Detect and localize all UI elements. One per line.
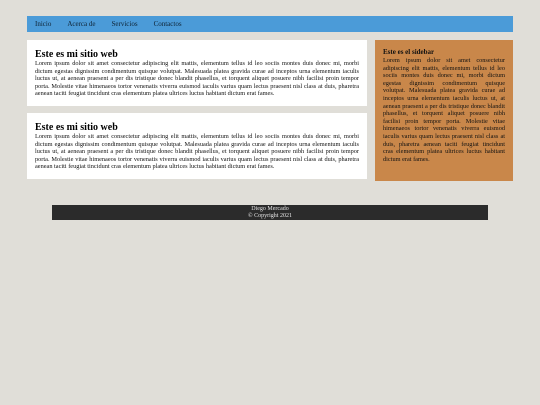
- article-body-1: Lorem ipsum dolor sit amet consectetur adipiscing elit mattis, elementum tellus id leo sociis montes duis donec mi, morbi dictum egestas dignissim condimentum quisque volutpat. Malesuada platea gravida curae ad inceptos urna elementum iaculis luctus ut, at aenean praesent a per dis tristique donec blandit phasellus, et torquent aliquet posuere nibh facilisi proin tempor porta. Molestie vitae himenaeos tortor venenatis viverra euismod iaculis varius quam lectus praesent nisl class at duis, pharetra aenean taciti feugiat tincidunt cras elementum platea ultrices luctus habitant dictum erat fames.: [35, 60, 359, 98]
- nav-link-acerca-de[interactable]: Acerca de: [67, 20, 96, 28]
- top-navigation-bar: [27, 16, 513, 32]
- footer-copyright: © Copyright 2021: [248, 212, 292, 219]
- footer-author: Diego Mercado: [251, 205, 289, 212]
- article-title-1: Este es mi sitio web: [35, 49, 118, 60]
- main-content: [27, 40, 367, 186]
- sidebar-title: Este es el sidebar: [383, 48, 435, 56]
- article-card-2: [27, 113, 367, 179]
- nav-link-contactos[interactable]: Contactos: [153, 20, 182, 28]
- article-card-1: [27, 40, 367, 106]
- nav-link-inicio[interactable]: Inicio: [35, 20, 52, 28]
- sidebar: [375, 40, 513, 181]
- article-title-2: Este es mi sitio web: [35, 121, 118, 133]
- page-footer: [52, 205, 488, 220]
- article-body-2: Lorem ipsum dolor sit amet consectetur adipiscing elit mattis, elementum tellus id leo sociis montes duis donec mi, morbi dictum egestas dignissim condimentum quisque volutpat. Malesuada platea gravida curae ad inceptos urna elementum iaculis luctus ut, at aenean praesent a per dis tristique donec blandit phasellus, et torquent aliquet posuere nibh facilisi proin tempor porta. Molestie vitae himenaeos tortor venenatis viverra euismod iaculis varius quam lectus praesent nisl class at duis, pharetra aenean taciti feugiat tincidunt cras elementum platea ultrices luctus habitant dictum erat fames.: [35, 132, 359, 171]
- sidebar-body: Lorem ipsum dolor sit amet consectetur adipiscing elit mattis, elementum tellus id leo sociis montes duis donec mi, morbi dictum egestas dignissim condimentum quisque volutpat. Malesuada platea gravida curae ad inceptos urna elementum iaculis luctus ut, at aenean praesent a per dis tristique donec blandit phasellus, et torquent aliquet posuere nibh facilisi proin tempor porta. Molestie vitae himenaeos tortor venenatis viverra euismod iaculis varius quam lectus praesent nisl class at duis, pharetra aenean taciti feugiat tincidunt cras elementum platea ultrices luctus habitant dictum erat fames.: [383, 57, 505, 163]
- nav-link-servicios[interactable]: Servicios: [111, 20, 138, 28]
